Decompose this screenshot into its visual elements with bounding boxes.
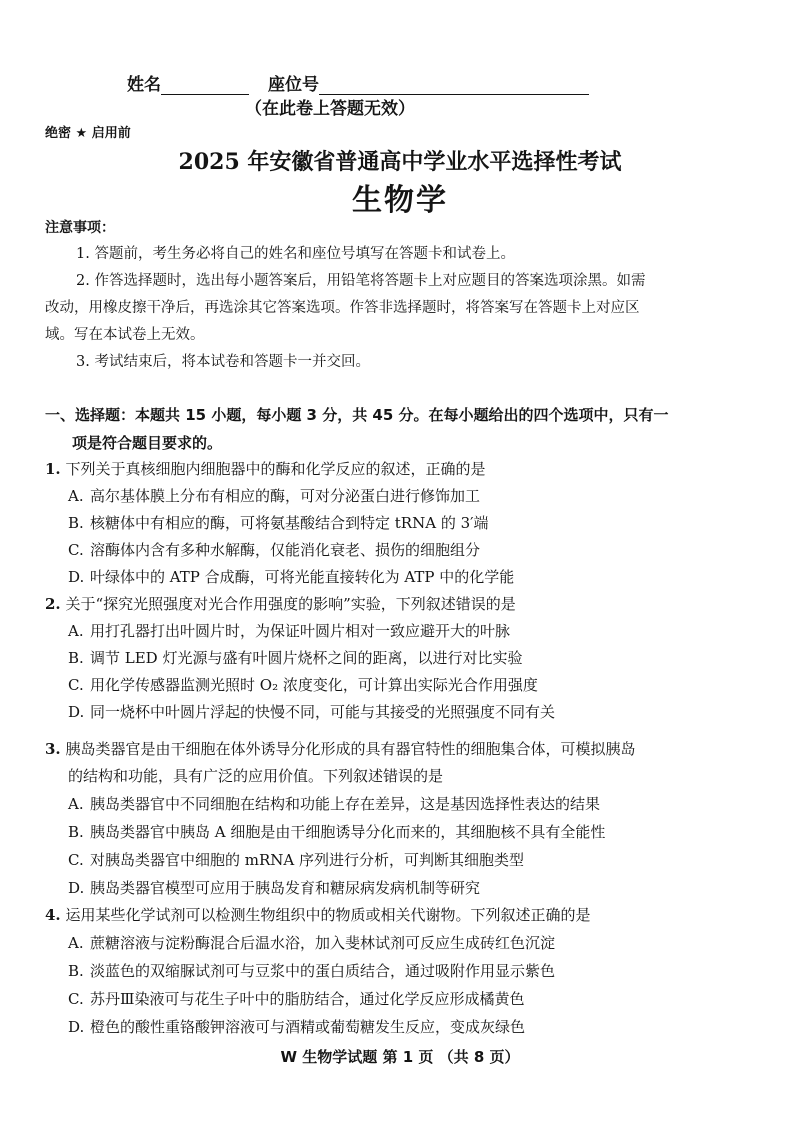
option-text: 胰岛类器官模型可应用于胰岛发育和糖尿病发病机制等研究 bbox=[90, 879, 481, 897]
name-blank[interactable] bbox=[161, 76, 249, 95]
option-text: 淡蓝色的双缩脲试剂可与豆浆中的蛋白质结合，通过吸附作用显示紫色 bbox=[90, 962, 556, 980]
note-line: 2. 作答选择题时，选出每小题答案后，用铅笔将答题卡上对应题目的答案选项涂黑。如需 bbox=[76, 273, 646, 289]
option-a bbox=[68, 793, 600, 814]
option-letter: A. bbox=[68, 795, 84, 813]
option-letter: D. bbox=[68, 879, 85, 897]
question-text: 关于“探究光照强度对光合作用强度的影响”实验，下列叙述错误的是 bbox=[65, 595, 516, 613]
option-d bbox=[68, 566, 514, 587]
option-text: 苏丹Ⅲ染液可与花生子叶中的脂肪结合，通过化学反应形成橘黄色 bbox=[90, 990, 525, 1008]
question-text: 运用某些化学试剂可以检测生物组织中的物质或相关代谢物。下列叙述正确的是 bbox=[65, 906, 591, 924]
option-text: 用化学传感器监测光照时 O₂ 浓度变化，可计算出实际光合作用强度 bbox=[90, 676, 538, 694]
seat-field[interactable] bbox=[268, 70, 589, 95]
option-c bbox=[68, 849, 524, 870]
question-number: 4. bbox=[45, 906, 61, 924]
question-text: 胰岛类器官是由干细胞在体外诱导分化形成的具有器官特性的细胞集合体，可模拟胰岛 bbox=[65, 740, 636, 758]
name-field[interactable] bbox=[127, 70, 249, 95]
option-d bbox=[68, 1016, 525, 1037]
option-letter: B. bbox=[68, 649, 84, 667]
section-heading-cont: 项是符合题目要求的。 bbox=[72, 434, 223, 452]
option-text: 核糖体中有相应的酶，可将氨基酸结合到特定 tRNA 的 3′端 bbox=[90, 514, 489, 532]
option-c bbox=[68, 988, 524, 1009]
option-letter: A. bbox=[68, 487, 84, 505]
question-number: 2. bbox=[45, 595, 61, 613]
question-4-stem bbox=[45, 904, 590, 925]
option-a bbox=[68, 620, 510, 641]
seat-blank[interactable] bbox=[319, 76, 589, 95]
question-text: 下列关于真核细胞内细胞器中的酶和化学反应的叙述，正确的是 bbox=[65, 460, 486, 478]
note-line: 域。写在本试卷上无效。 bbox=[45, 327, 205, 343]
name-label: 姓名 bbox=[127, 75, 161, 95]
page-footer: W 生物学试题 第 1 页 （共 8 页） bbox=[280, 1048, 520, 1066]
note-line: 改动，用橡皮擦干净后，再选涂其它答案选项。作答非选择题时，将答案写在答题卡上对应区 bbox=[45, 300, 640, 316]
option-text: 蔗糖溶液与淀粉酶混合后温水浴，加入斐林试剂可反应生成砖红色沉淀 bbox=[90, 934, 556, 952]
option-text: 胰岛类器官中胰岛 A 细胞是由干细胞诱导分化而来的，其细胞核不具有全能性 bbox=[90, 823, 606, 841]
option-a bbox=[68, 485, 480, 506]
option-d bbox=[68, 701, 555, 722]
question-1-stem bbox=[45, 458, 485, 479]
secret-label: 绝密 ★ 启用前 bbox=[45, 126, 131, 141]
invalid-notice: （在此卷上答题无效） bbox=[245, 99, 415, 119]
note-line: 1. 答题前，考生务必将自己的姓名和座位号填写在答题卡和试卷上。 bbox=[76, 246, 515, 262]
option-text: 同一烧杯中叶圆片浮起的快慢不同，可能与其接受的光照强度不同有关 bbox=[90, 703, 556, 721]
question-2-stem bbox=[45, 593, 516, 614]
option-letter: C. bbox=[68, 851, 84, 869]
option-text: 溶酶体内含有多种水解酶，仅能消化衰老、损伤的细胞组分 bbox=[90, 541, 481, 559]
note-line: 3. 考试结束后，将本试卷和答题卡一并交回。 bbox=[76, 354, 370, 370]
option-letter: A. bbox=[68, 934, 84, 952]
option-text: 调节 LED 灯光源与盛有叶圆片烧杯之间的距离，以进行对比实验 bbox=[90, 649, 523, 667]
option-letter: C. bbox=[68, 990, 84, 1008]
question-number: 1. bbox=[45, 460, 61, 478]
option-c bbox=[68, 674, 538, 695]
option-letter: C. bbox=[68, 541, 84, 559]
option-letter: D. bbox=[68, 1018, 85, 1036]
question-number: 3. bbox=[45, 740, 61, 758]
option-letter: C. bbox=[68, 676, 84, 694]
option-c bbox=[68, 539, 480, 560]
option-b bbox=[68, 960, 555, 981]
section-heading: 一、选择题：本题共 15 小题，每小题 3 分，共 45 分。在每小题给出的四个选项中，只有一 bbox=[45, 406, 669, 424]
exam-title: 2025 年安徽省普通高中学业水平选择性考试 bbox=[178, 149, 622, 175]
option-letter: D. bbox=[68, 568, 85, 586]
option-text: 橙色的酸性重铬酸钾溶液可与酒精或葡萄糖发生反应，变成灰绿色 bbox=[90, 1018, 526, 1036]
option-b bbox=[68, 512, 489, 533]
option-letter: B. bbox=[68, 514, 84, 532]
option-b bbox=[68, 647, 522, 668]
question-3-stem-cont: 的结构和功能，具有广泛的应用价值。下列叙述错误的是 bbox=[68, 767, 444, 785]
option-letter: B. bbox=[68, 962, 84, 980]
option-text: 高尔基体膜上分布有相应的酶，可对分泌蛋白进行修饰加工 bbox=[90, 487, 481, 505]
option-text: 胰岛类器官中不同细胞在结构和功能上存在差异，这是基因选择性表达的结果 bbox=[90, 795, 601, 813]
seat-label: 座位号 bbox=[268, 75, 319, 95]
subject-title: 生物学 bbox=[352, 183, 448, 218]
option-letter: D. bbox=[68, 703, 85, 721]
option-a bbox=[68, 932, 555, 953]
option-text: 用打孔器打出叶圆片时，为保证叶圆片相对一致应避开大的叶脉 bbox=[90, 622, 511, 640]
option-letter: A. bbox=[68, 622, 84, 640]
notes-heading: 注意事项： bbox=[45, 220, 115, 236]
option-letter: B. bbox=[68, 823, 84, 841]
option-b bbox=[68, 821, 605, 842]
option-d bbox=[68, 877, 480, 898]
option-text: 叶绿体中的 ATP 合成酶，可将光能直接转化为 ATP 中的化学能 bbox=[90, 568, 515, 586]
option-text: 对胰岛类器官中细胞的 mRNA 序列进行分析，可判断其细胞类型 bbox=[90, 851, 525, 869]
question-3-stem bbox=[45, 738, 635, 759]
